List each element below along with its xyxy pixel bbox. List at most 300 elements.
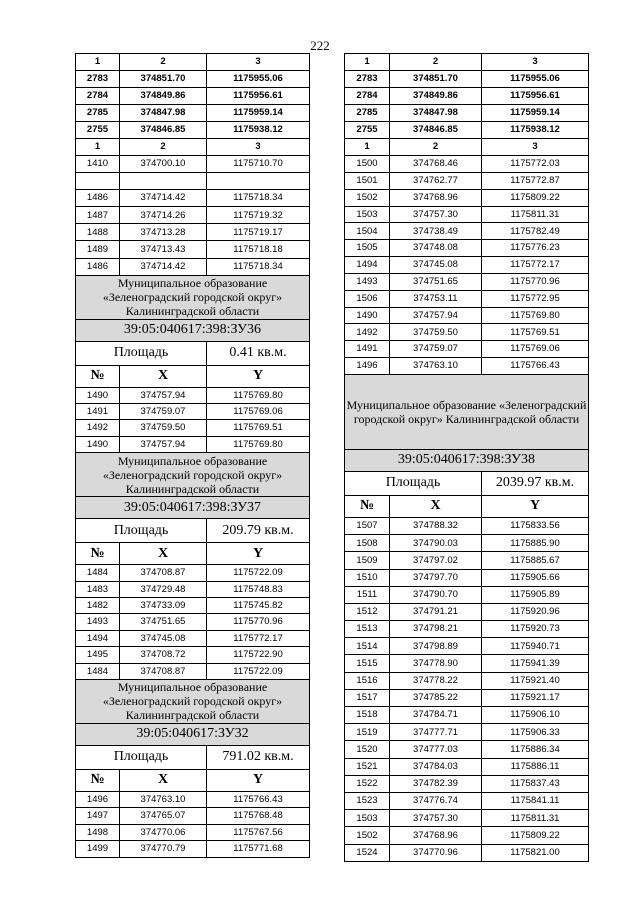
column-numbers-row	[76, 54, 310, 71]
coordinate-point-number: 1484	[76, 663, 120, 679]
coordinate-x: 374797.70	[390, 569, 482, 586]
coordinate-point-number: 1522	[345, 775, 390, 792]
coordinate-x: 374765.07	[120, 808, 207, 824]
area-value: 0.41 кв.м.	[207, 341, 310, 365]
table-row	[76, 387, 310, 403]
cadastral-number-row	[76, 723, 310, 745]
coordinate-x: 374729.48	[120, 581, 207, 597]
table-row	[76, 404, 310, 420]
table-row	[345, 569, 589, 586]
coordinate-x: 374770.06	[120, 824, 207, 840]
table-row	[345, 707, 589, 724]
table-row	[76, 207, 310, 224]
coordinate-y: 1175956.61	[482, 88, 589, 105]
coordinate-y: 1175769.51	[482, 324, 589, 341]
coordinate-point-number: 1500	[345, 156, 390, 173]
coordinate-y: 1175921.40	[482, 672, 589, 689]
table-row	[76, 105, 310, 122]
coordinate-x: 374763.10	[120, 791, 207, 807]
area-row	[76, 341, 310, 365]
coordinate-y: 1175776.23	[482, 240, 589, 257]
coordinate-point-number: 1524	[345, 844, 390, 861]
coordinate-x: 374757.94	[120, 387, 207, 403]
table-row	[345, 189, 589, 206]
coordinate-x: 374751.65	[390, 273, 482, 290]
coordinate-x: 374846.85	[390, 122, 482, 139]
coordinate-y: 1175719.32	[207, 207, 310, 224]
coordinate-y: 1175768.48	[207, 808, 310, 824]
coordinate-point-number: 1502	[345, 189, 390, 206]
coordinate-point-number: 2784	[345, 88, 390, 105]
coordinate-x: 374768.96	[390, 189, 482, 206]
coordinate-y: 1175766.43	[207, 791, 310, 807]
coordinate-x: 374770.79	[120, 841, 207, 857]
coordinate-x: 374777.71	[390, 724, 482, 741]
coordinate-x: 374757.30	[390, 810, 482, 827]
coordinate-y: 1175769.80	[207, 436, 310, 452]
table-row	[76, 565, 310, 581]
coordinate-y: 1175905.66	[482, 569, 589, 586]
cadastral-number: 39:05:040617:398:ЗУ36	[76, 319, 310, 341]
coordinate-point-number: 2784	[76, 88, 120, 105]
coordinate-x: 374748.08	[390, 240, 482, 257]
coordinate-point-number: 1494	[345, 257, 390, 274]
area-row	[345, 471, 589, 495]
coordinate-y: 1175809.22	[482, 189, 589, 206]
column-header-number: №	[76, 769, 120, 791]
coordinate-header-row	[76, 769, 310, 791]
coordinate-y: 1175938.12	[207, 122, 310, 139]
coordinate-y: 1175886.11	[482, 758, 589, 775]
coordinate-x: 374851.70	[120, 71, 207, 88]
coordinate-y: 1175748.83	[207, 581, 310, 597]
coordinate-y: 1175821.00	[482, 844, 589, 861]
coordinate-point-number: 1519	[345, 724, 390, 741]
coordinate-y: 1175722.90	[207, 647, 310, 663]
coordinate-y: 1175885.90	[482, 535, 589, 552]
table-row	[345, 206, 589, 223]
coordinate-y: 1175956.61	[207, 88, 310, 105]
coordinate-y: 1175938.12	[482, 122, 589, 139]
coordinate-x: 374714.26	[120, 207, 207, 224]
coordinate-x: 374791.21	[390, 603, 482, 620]
coordinate-x: 374708.87	[120, 663, 207, 679]
coordinate-x: 374798.21	[390, 621, 482, 638]
coordinate-point-number: 1508	[345, 535, 390, 552]
coordinate-point-number: 1503	[345, 206, 390, 223]
table-row	[345, 535, 589, 552]
coordinate-y: 1175906.10	[482, 707, 589, 724]
table-row	[76, 241, 310, 258]
coordinate-x: 374784.71	[390, 707, 482, 724]
coordinate-y: 1175906.33	[482, 724, 589, 741]
table-row	[76, 824, 310, 840]
column-number-2: 2	[120, 139, 207, 156]
coordinate-point-number: 1486	[76, 190, 120, 207]
coordinate-point-number: 1505	[345, 240, 390, 257]
coordinate-point-number: 1496	[345, 358, 390, 375]
coordinate-point-number: 1491	[345, 341, 390, 358]
coordinate-point-number: 1490	[76, 387, 120, 403]
coordinate-point-number: 1492	[345, 324, 390, 341]
column-header-x: X	[390, 495, 482, 517]
coordinate-y: 1175959.14	[207, 105, 310, 122]
table-row	[76, 647, 310, 663]
column-number-2: 2	[390, 139, 482, 156]
coordinate-y: 1175769.06	[207, 404, 310, 420]
coordinate-point-number: 1516	[345, 672, 390, 689]
table-row	[76, 614, 310, 630]
coordinate-point-number: 2783	[76, 71, 120, 88]
coordinate-point-number: 1497	[76, 808, 120, 824]
coordinate-x: 374847.98	[390, 105, 482, 122]
coordinate-x: 374714.42	[120, 190, 207, 207]
column-numbers-row	[345, 139, 589, 156]
coordinate-y: 1175809.22	[482, 827, 589, 844]
coordinate-x: 374733.09	[120, 598, 207, 614]
coordinate-point-number: 1513	[345, 621, 390, 638]
table-row	[345, 638, 589, 655]
area-label: Площадь	[345, 471, 482, 495]
coordinate-x: 374778.22	[390, 672, 482, 689]
coordinate-point-number: 1514	[345, 638, 390, 655]
coordinate-x: 374700.10	[120, 156, 207, 173]
coordinate-y: 1175920.96	[482, 603, 589, 620]
coordinate-y: 1175772.95	[482, 290, 589, 307]
coordinate-y: 1175837.43	[482, 775, 589, 792]
coordinate-y: 1175955.06	[482, 71, 589, 88]
coordinate-x: 374790.70	[390, 586, 482, 603]
coordinate-x: 374759.50	[390, 324, 482, 341]
table-row	[345, 358, 589, 375]
table-row	[345, 603, 589, 620]
area-row	[76, 519, 310, 543]
column-number-2: 2	[120, 54, 207, 71]
table-row	[345, 792, 589, 809]
coordinate-y: 1175718.34	[207, 190, 310, 207]
column-header-x: X	[120, 543, 207, 565]
coordinate-x: 374797.02	[390, 552, 482, 569]
coordinate-x: 374751.65	[120, 614, 207, 630]
table-row	[345, 724, 589, 741]
column-header-y: Y	[207, 365, 310, 387]
table-row	[345, 156, 589, 173]
column-number-3: 3	[207, 139, 310, 156]
coordinate-y: 1175769.06	[482, 341, 589, 358]
coordinate-x: 374759.07	[120, 404, 207, 420]
table-row	[76, 258, 310, 275]
column-number-1: 1	[76, 139, 120, 156]
table-row	[345, 775, 589, 792]
coordinate-point-number: 1410	[76, 156, 120, 173]
coordinate-x: 374790.03	[390, 535, 482, 552]
coordinate-y: 1175955.06	[207, 71, 310, 88]
table-row	[345, 810, 589, 827]
coordinate-x: 374745.08	[120, 630, 207, 646]
cadastral-number: 39:05:040617:398:ЗУ37	[76, 497, 310, 519]
coordinate-x: 374757.94	[390, 307, 482, 324]
table-row	[345, 88, 589, 105]
coordinate-y: 1175886.34	[482, 741, 589, 758]
table-row	[345, 655, 589, 672]
coordinate-point-number: 1499	[76, 841, 120, 857]
municipality-name: Муниципальное образование «Зеленоградский городской округ» Калининградской области	[345, 374, 589, 449]
table-row	[76, 598, 310, 614]
coordinate-y: 1175722.09	[207, 565, 310, 581]
coordinate-y: 1175772.17	[482, 257, 589, 274]
table-row	[345, 290, 589, 307]
table-row	[345, 758, 589, 775]
table-row	[345, 273, 589, 290]
coordinate-y: 1175770.96	[207, 614, 310, 630]
coordinate-x: 374784.03	[390, 758, 482, 775]
coordinate-x: 374777.03	[390, 741, 482, 758]
coordinate-x: 374759.07	[390, 341, 482, 358]
table-row	[76, 791, 310, 807]
coordinate-point-number: 2785	[345, 105, 390, 122]
coordinate-x: 374738.49	[390, 223, 482, 240]
coordinate-point-number: 1494	[76, 630, 120, 646]
column-number-2: 2	[390, 54, 482, 71]
coordinate-x: 374768.46	[390, 156, 482, 173]
column-numbers-row	[345, 54, 589, 71]
table-row	[345, 341, 589, 358]
coordinate-y: 1175769.80	[207, 387, 310, 403]
table-row	[76, 436, 310, 452]
coordinate-point-number: 1501	[345, 172, 390, 189]
coordinate-point-number: 1491	[76, 404, 120, 420]
coordinate-y: 1175769.51	[207, 420, 310, 436]
table-row	[345, 552, 589, 569]
area-row	[76, 745, 310, 769]
coordinate-point-number: 1509	[345, 552, 390, 569]
coordinate-point-number: 1523	[345, 792, 390, 809]
page-number: 222	[310, 38, 330, 53]
area-label: Площадь	[76, 341, 207, 365]
coordinate-y: 1175940.71	[482, 638, 589, 655]
coordinate-point-number: 1521	[345, 758, 390, 775]
coordinate-point-number: 2755	[345, 122, 390, 139]
municipality-name: Муниципальное образование «Зеленоградский городской округ» Калининградской области	[76, 453, 310, 497]
table-row	[345, 71, 589, 88]
coordinate-x: 374849.86	[120, 88, 207, 105]
coordinate-point-number: 1496	[76, 791, 120, 807]
coordinate-point-number: 1518	[345, 707, 390, 724]
municipality-row	[76, 275, 310, 319]
table-row	[76, 581, 310, 597]
coordinates-table-left	[75, 53, 310, 858]
coordinate-x: 374745.08	[390, 257, 482, 274]
coordinate-y: 1175710.70	[207, 156, 310, 173]
coordinate-x	[120, 173, 207, 190]
coordinate-y: 1175771.68	[207, 841, 310, 857]
coordinate-y: 1175772.03	[482, 156, 589, 173]
column-header-number: №	[345, 495, 390, 517]
coordinate-point-number: 2755	[76, 122, 120, 139]
column-number-1: 1	[345, 54, 390, 71]
coordinate-x: 374708.72	[120, 647, 207, 663]
table-row	[76, 122, 310, 139]
coordinate-y: 1175767.56	[207, 824, 310, 840]
table-row	[76, 173, 310, 190]
coordinate-point-number: 1489	[76, 241, 120, 258]
table-row	[345, 223, 589, 240]
table-row	[345, 672, 589, 689]
coordinate-point-number: 1510	[345, 569, 390, 586]
coordinate-x: 374849.86	[390, 88, 482, 105]
table-row	[345, 689, 589, 706]
coordinate-point-number: 1520	[345, 741, 390, 758]
coordinate-point-number: 2783	[345, 71, 390, 88]
table-row	[76, 88, 310, 105]
coordinate-y: 1175841.11	[482, 792, 589, 809]
coordinate-point-number: 1495	[76, 647, 120, 663]
table-row	[345, 257, 589, 274]
coordinate-x: 374753.11	[390, 290, 482, 307]
coordinate-y: 1175745.82	[207, 598, 310, 614]
coordinate-point-number: 1498	[76, 824, 120, 840]
coordinate-x: 374762.77	[390, 172, 482, 189]
coordinate-x: 374713.28	[120, 224, 207, 241]
area-value: 2039.97 кв.м.	[482, 471, 589, 495]
table-row	[76, 190, 310, 207]
coordinate-y: 1175885.67	[482, 552, 589, 569]
coordinate-y	[207, 173, 310, 190]
cadastral-number-row	[76, 497, 310, 519]
coordinate-point-number: 1493	[345, 273, 390, 290]
coordinate-y: 1175811.31	[482, 810, 589, 827]
coordinate-x: 374757.30	[390, 206, 482, 223]
coordinate-y: 1175766.43	[482, 358, 589, 375]
coordinate-x: 374847.98	[120, 105, 207, 122]
table-row	[76, 841, 310, 857]
coordinate-header-row	[76, 543, 310, 565]
cadastral-number: 39:05:040617:ЗУ32	[76, 723, 310, 745]
coordinate-point-number: 1483	[76, 581, 120, 597]
coordinate-x: 374714.42	[120, 258, 207, 275]
municipality-row	[76, 453, 310, 497]
coordinate-y: 1175719.17	[207, 224, 310, 241]
coordinate-x: 374763.10	[390, 358, 482, 375]
coordinate-y: 1175959.14	[482, 105, 589, 122]
coordinate-x: 374785.22	[390, 689, 482, 706]
coordinate-point-number: 1482	[76, 598, 120, 614]
table-row	[345, 741, 589, 758]
column-header-number: №	[76, 365, 120, 387]
coordinate-x: 374782.39	[390, 775, 482, 792]
coordinate-y: 1175811.31	[482, 206, 589, 223]
coordinates-table-right	[344, 53, 589, 862]
coordinate-x: 374770.96	[390, 844, 482, 861]
table-row	[345, 324, 589, 341]
table-row	[76, 808, 310, 824]
municipality-name: Муниципальное образование «Зеленоградский городской округ» Калининградской области	[76, 679, 310, 723]
municipality-row	[345, 374, 589, 449]
area-label: Площадь	[76, 745, 207, 769]
cadastral-number-row	[76, 319, 310, 341]
coordinate-y: 1175941.39	[482, 655, 589, 672]
coordinate-point-number: 1515	[345, 655, 390, 672]
table-row	[345, 307, 589, 324]
coordinate-y: 1175833.56	[482, 517, 589, 534]
coordinate-point-number: 2785	[76, 105, 120, 122]
table-row	[345, 240, 589, 257]
coordinate-point-number: 1490	[345, 307, 390, 324]
column-number-3: 3	[482, 139, 589, 156]
coordinate-x: 374846.85	[120, 122, 207, 139]
table-row	[345, 105, 589, 122]
column-header-y: Y	[482, 495, 589, 517]
coordinate-header-row	[76, 365, 310, 387]
coordinate-point-number: 1503	[345, 810, 390, 827]
coordinate-x: 374713.43	[120, 241, 207, 258]
table-row	[76, 156, 310, 173]
coordinate-y: 1175770.96	[482, 273, 589, 290]
column-number-1: 1	[76, 54, 120, 71]
table-row	[76, 224, 310, 241]
coordinate-x: 374768.96	[390, 827, 482, 844]
table-row	[76, 630, 310, 646]
coordinate-x: 374708.87	[120, 565, 207, 581]
column-header-y: Y	[207, 769, 310, 791]
column-number-3: 3	[482, 54, 589, 71]
table-row	[76, 71, 310, 88]
coordinate-point-number: 1502	[345, 827, 390, 844]
table-row	[345, 844, 589, 861]
coordinate-point-number: 1487	[76, 207, 120, 224]
table-row	[76, 663, 310, 679]
coordinate-header-row	[345, 495, 589, 517]
coordinate-point-number: 1492	[76, 420, 120, 436]
coordinate-point-number: 1511	[345, 586, 390, 603]
coordinate-x: 374851.70	[390, 71, 482, 88]
municipality-row	[76, 679, 310, 723]
coordinate-y: 1175905.89	[482, 586, 589, 603]
table-row	[345, 122, 589, 139]
coordinate-y: 1175718.34	[207, 258, 310, 275]
coordinate-x: 374776.74	[390, 792, 482, 809]
coordinate-point-number: 1493	[76, 614, 120, 630]
coordinate-x: 374757.94	[120, 436, 207, 452]
coordinate-y: 1175772.17	[207, 630, 310, 646]
column-header-number: №	[76, 543, 120, 565]
coordinate-y: 1175769.80	[482, 307, 589, 324]
column-header-y: Y	[207, 543, 310, 565]
coordinate-y: 1175920.73	[482, 621, 589, 638]
area-label: Площадь	[76, 519, 207, 543]
table-row	[345, 517, 589, 534]
table-row	[345, 827, 589, 844]
coordinate-x: 374778.90	[390, 655, 482, 672]
coordinate-point-number: 1504	[345, 223, 390, 240]
table-row	[345, 586, 589, 603]
coordinate-x: 374788.32	[390, 517, 482, 534]
table-row	[345, 172, 589, 189]
column-header-x: X	[120, 365, 207, 387]
column-number-1: 1	[345, 139, 390, 156]
coordinate-y: 1175722.09	[207, 663, 310, 679]
column-number-3: 3	[207, 54, 310, 71]
coordinate-point-number: 1488	[76, 224, 120, 241]
coordinate-point-number: 1507	[345, 517, 390, 534]
table-row	[345, 621, 589, 638]
table-row	[76, 420, 310, 436]
cadastral-number-row	[345, 449, 589, 471]
coordinate-point-number: 1517	[345, 689, 390, 706]
coordinate-point-number: 1486	[76, 258, 120, 275]
coordinate-y: 1175921.17	[482, 689, 589, 706]
coordinate-point-number	[76, 173, 120, 190]
